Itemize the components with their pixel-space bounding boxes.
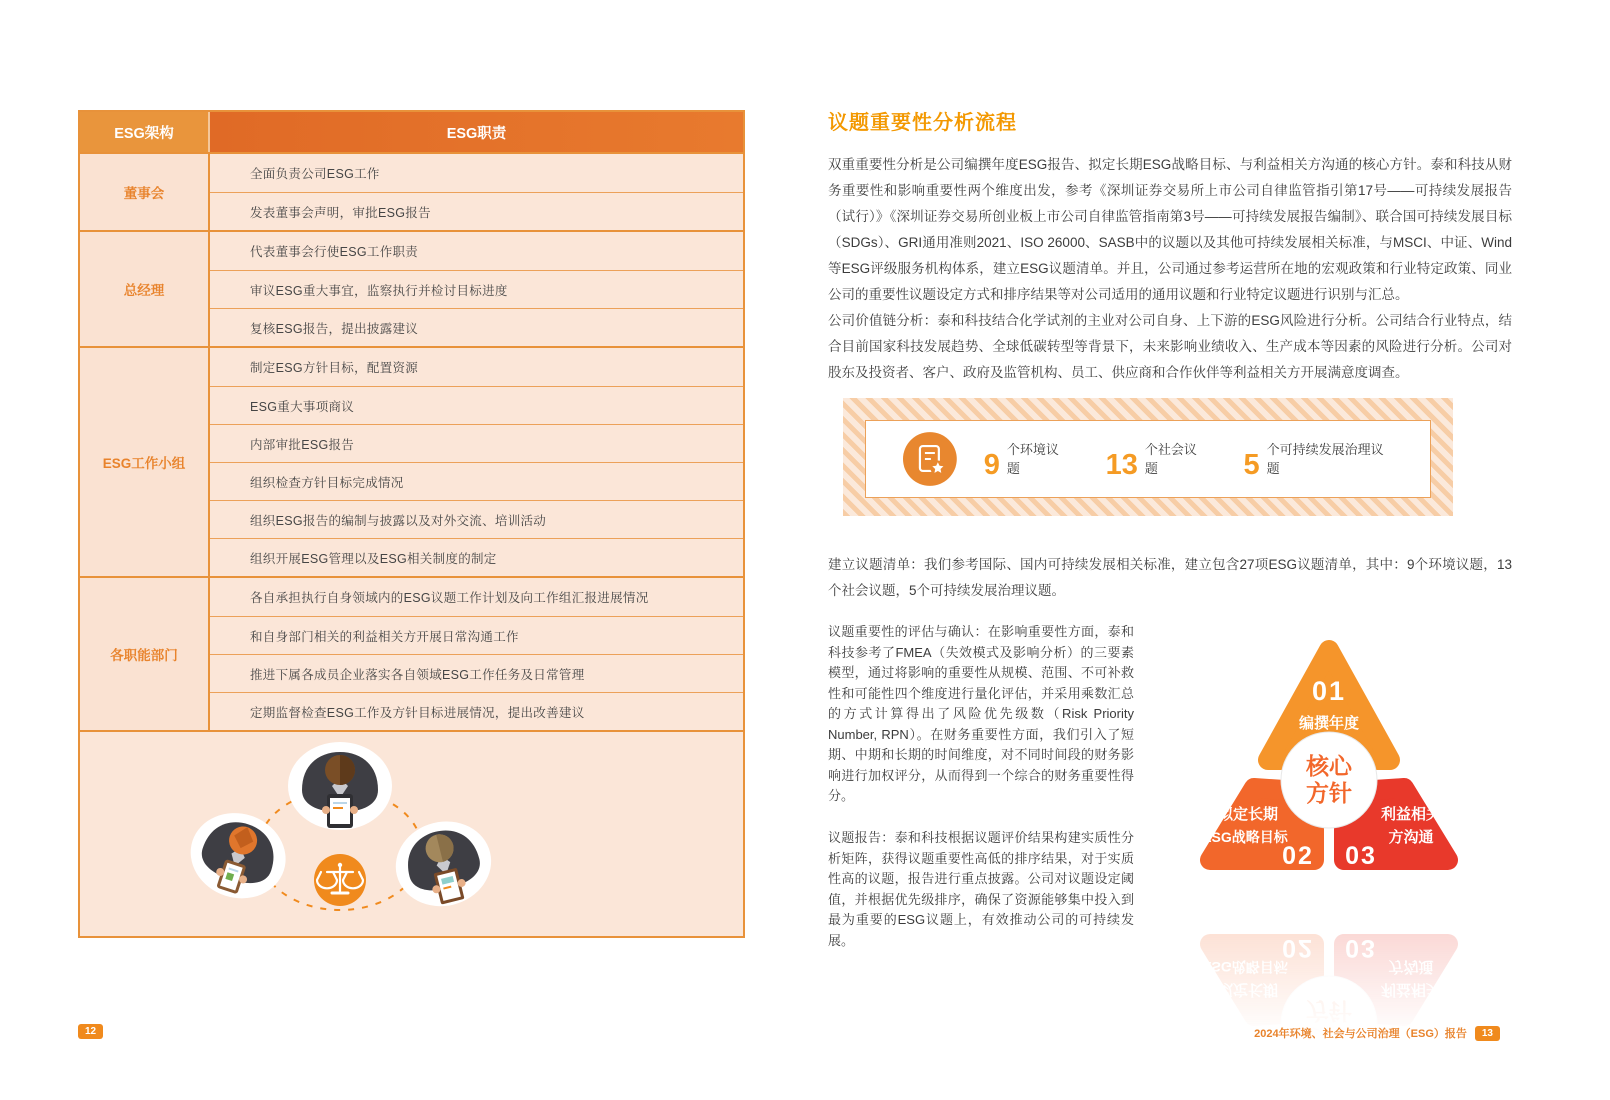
node3-line2: 方沟通 <box>1388 829 1434 846</box>
stat-social <box>1106 439 1210 479</box>
node1-line2: ESG报告 <box>1300 738 1358 754</box>
table-row: 制定ESG方针目标，配置资源 <box>250 361 419 375</box>
paragraph-assessment: 议题重要性的评估与确认：在影响重要性方面，泰和科技参考了FMEA（失效模式及影响分析）的三要素模型，通过将影响的重要性从规模、范围、不可补救性和可能性四个维度进行量化评估，并采用乘数汇总的方式计算得出了风险优先级数（Risk Priority Number, RPN）。在财务重要性方面，我们引入了短期、中期和长期的时间维度，对不同时间段的财务影响进行加权评分，从而得到一个综合的财务重要性得分。 <box>828 624 1134 803</box>
table-header-row <box>80 112 743 152</box>
report-title-footer: 2024年环境、社会与公司治理（ESG）报告 <box>1254 1028 1467 1040</box>
topic-stats-inner <box>865 420 1431 498</box>
table-header-structure: ESG架构 <box>80 112 210 152</box>
page-number-left: 12 <box>78 1024 103 1039</box>
footer-right <box>1254 1025 1500 1041</box>
section-label: ESG工作小组 <box>80 348 210 576</box>
balance-scale-icon <box>314 854 366 906</box>
table-row: 全面负责公司ESG工作 <box>250 167 380 181</box>
stat-value: 5 <box>1243 449 1260 481</box>
table-row: 组织检查方针目标完成情况 <box>210 462 743 500</box>
paragraph-value-chain: 公司价值链分析：泰和科技结合化学试剂的主业对公司自身、上下游的ESG风险进行分析。公司结合行业特点，结合目前国家科技发展趋势、全球低碳转型等背景下，未来影响业绩收入、生产成本等因素的风险进行分析。公司对股东及投资者、客户、政府及监管机构、员工、供应商和合作伙伴等利益相关方开展满意度调查。 <box>828 313 1512 380</box>
node3-number: 03 <box>1345 842 1377 870</box>
page-title: 议题重要性分析流程 <box>828 112 1017 134</box>
page-number-right: 13 <box>1475 1026 1500 1041</box>
core-policy-triangle-diagram <box>1148 608 1528 900</box>
paragraph-double-materiality: 双重重要性分析是公司编撰年度ESG报告、拟定长期ESG战略目标、与利益相关方沟通的核心方针。泰和科技从财务重要性和影响重要性两个维度出发，参考《深圳证券交易所上市公司自律监管指引第17号——可持续发展报告（试行）》《深圳证券交易所创业板上市公司自律监管指南第3号——可持续发展报告编制》、联合国可持续发展目标（SDGs）、GRI通用准则2021、ISO 26000、SASB中的议题以及其他可持续发展相关标准，与MSCI、中证、Wind等ESG评级服务机构体系，建立ESG议题清单。并且，公司通过参考运营所在地的宏观政策和行业特定政策、同业公司的重要性议题设定方式和排序结果等对公司适用的通用议题和行业特定议题进行识别与汇总。 <box>828 157 1512 302</box>
node1-number: 01 <box>1311 676 1347 706</box>
stat-environment <box>984 439 1072 479</box>
paragraph-topic-list: 建立议题清单：我们参考国际、国内可持续发展相关标准，建立包含27项ESG议题清单，其中：9个环境议题，13个社会议题，5个可持续发展治理议题。 <box>828 557 1512 598</box>
document-star-icon <box>902 431 958 487</box>
table-row: 定期监督检查ESG工作及方针目标进展情况，提出改善建议 <box>210 692 743 730</box>
table-section-board <box>80 152 743 230</box>
stat-label: 个社会议题 <box>1144 442 1197 476</box>
person-top-icon <box>288 742 392 830</box>
table-row: ESG重大事项商议 <box>210 386 743 424</box>
section-label: 总经理 <box>80 232 210 346</box>
stat-value: 9 <box>983 449 1000 481</box>
section-label: 各职能部门 <box>80 578 210 730</box>
table-row: 复核ESG报告，提出披露建议 <box>210 308 743 346</box>
stat-governance <box>1243 439 1396 479</box>
person-left-icon <box>180 801 297 911</box>
stat-label: 个可持续发展治理议题 <box>1266 442 1384 476</box>
table-section-departments <box>80 576 743 730</box>
paragraph-reporting: 议题报告：泰和科技根据议题评价结果构建实质性分析矩阵，获得议题重要性高低的排序结果，对于实质性高的议题，报告进行重点披露。公司对议题设定阈值，并根据优先级排序，确保了资源能够集中投入到最为重要的ESG议题上，有效推动公司的可持续发展。 <box>828 830 1134 948</box>
table-row: 代表董事会行使ESG工作职责 <box>250 245 419 259</box>
table-section-gm <box>80 230 743 346</box>
core-line1: 核心 <box>1306 753 1352 779</box>
table-row: 发表董事会声明，审批ESG报告 <box>210 192 743 230</box>
table-header-duty: ESG职责 <box>210 112 743 152</box>
teamwork-illustration-svg <box>80 732 743 938</box>
core-line2: 方针 <box>1306 780 1352 806</box>
person-right-icon <box>387 811 500 916</box>
stat-label: 个环境议题 <box>1006 442 1059 476</box>
topic-stats-box <box>843 398 1453 516</box>
table-row: 组织ESG报告的编制与披露以及对外交流、培训活动 <box>210 500 743 538</box>
esg-structure-table <box>78 110 745 938</box>
table-row: 审议ESG重大事宜，监察执行并检讨目标进度 <box>210 270 743 308</box>
table-row: 组织开展ESG管理以及ESG相关制度的制定 <box>210 538 743 576</box>
stat-value: 13 <box>1105 449 1138 481</box>
table-row: 各自承担执行自身领域内的ESG议题工作计划及向工作组汇报进展情况 <box>250 591 649 605</box>
node2-number: 02 <box>1282 842 1314 870</box>
node3-line1: 利益相关 <box>1380 806 1442 823</box>
section-label: 董事会 <box>80 154 210 230</box>
triangle-svg <box>1148 608 1528 900</box>
node2-line1: 拟定长期 <box>1217 806 1279 823</box>
table-row: 内部审批ESG报告 <box>210 424 743 462</box>
table-section-workgroup <box>80 346 743 576</box>
table-row: 和自身部门相关的利益相关方开展日常沟通工作 <box>210 616 743 654</box>
teamwork-illustration <box>80 730 743 936</box>
node1-line1: 编撰年度 <box>1298 715 1360 732</box>
node2-line2: ESG战略目标 <box>1202 829 1288 845</box>
table-row: 推进下属各成员企业落实各自领域ESG工作任务及日常管理 <box>210 654 743 692</box>
